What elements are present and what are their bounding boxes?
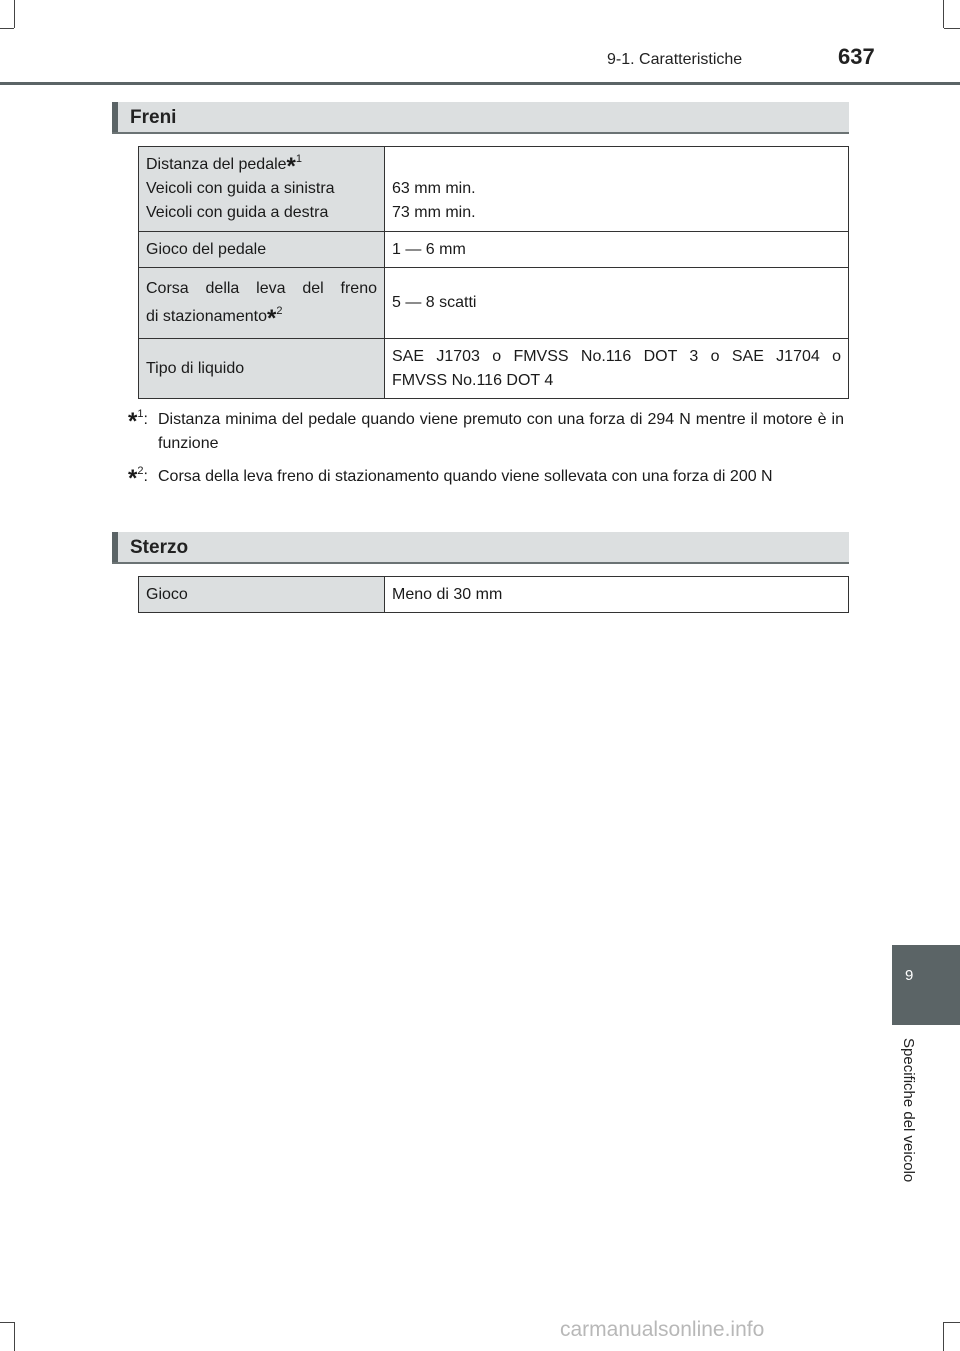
- crop-mark: [14, 0, 15, 28]
- section-heading-sterzo: [112, 532, 849, 564]
- table-row: [139, 577, 849, 613]
- spec-label-cell: Gioco del pedale: [139, 232, 385, 268]
- spec-value-line: FMVSS No.116 DOT 4: [392, 371, 554, 389]
- section-title: Sterzo: [130, 537, 189, 558]
- brakes-spec-table: [138, 146, 849, 399]
- footnote-ref: 2: [276, 305, 283, 317]
- crop-mark: [944, 1322, 960, 1323]
- spec-label-cell: Tipo di liquido: [139, 339, 385, 399]
- spec-value-line: 73 mm min.: [392, 203, 476, 221]
- running-header-section: 9-1. Caratteristiche: [607, 51, 743, 68]
- table-row: [139, 268, 849, 339]
- watermark-text: carmanualsonline.info: [560, 1318, 765, 1341]
- spec-value-cell: Meno di 30 mm: [385, 577, 849, 613]
- spec-label-line: Distanza del pedale*$^1$: [146, 153, 303, 180]
- section-title: Freni: [130, 107, 177, 128]
- crop-mark: [0, 1322, 14, 1323]
- footnote-text: Distanza minima del pedale quando viene premuto con una forza di 294 N mentre il motore è in funzione: [158, 411, 844, 452]
- spec-value-cell: 1 — 6 mm: [385, 232, 849, 268]
- steering-spec-table: [138, 576, 849, 613]
- spec-label-line: Veicoli con guida a sinistra: [146, 180, 335, 197]
- footnote-star: *: [286, 153, 296, 180]
- spec-label-line: Veicoli con guida a destra: [146, 204, 329, 221]
- footnote-marker: *$^1$:: [128, 408, 148, 435]
- heading-accent-bar: [112, 532, 118, 562]
- spec-label-cell: [139, 147, 385, 232]
- table-row: [139, 339, 849, 399]
- chapter-number: 9: [905, 967, 914, 984]
- footnote-text: Corsa della leva freno di stazionamento quando viene sollevata con una forza di 200 N: [158, 468, 773, 485]
- spec-label-line: di stazionamento*$^2$: [146, 305, 283, 332]
- spec-label-cell: Gioco: [139, 577, 385, 613]
- spec-label-cell: [139, 268, 385, 339]
- chapter-side-label: Specifiche del veicolo: [900, 1038, 917, 1183]
- crop-mark: [944, 28, 960, 29]
- footnote-marker: *$^2$:: [128, 465, 148, 492]
- section-heading-freni: [112, 102, 849, 134]
- spec-label-line: Corsa della leva del freno: [146, 280, 377, 297]
- footnote-ref: 1: [295, 153, 303, 165]
- footnote: [128, 408, 844, 456]
- header-rule: [0, 82, 960, 85]
- crop-mark: [943, 0, 944, 28]
- table-row: [139, 232, 849, 268]
- page-number: 637: [838, 44, 875, 69]
- crop-mark: [0, 28, 14, 29]
- spec-value-cell: [385, 339, 849, 399]
- spec-value-cell: 5 — 8 scatti: [385, 268, 849, 339]
- chapter-tab: [892, 945, 960, 1025]
- footnote: [128, 465, 844, 492]
- spec-value-line: SAE J1703 o FMVSS No.116 DOT 3 o SAE J1704 o: [392, 347, 841, 365]
- crop-mark: [14, 1322, 15, 1351]
- spec-value-cell: [385, 147, 849, 232]
- table-row: [139, 147, 849, 232]
- spec-value-line: 63 mm min.: [392, 179, 476, 197]
- crop-mark: [943, 1322, 944, 1351]
- heading-accent-bar: [112, 102, 118, 132]
- footnote-star: *: [266, 305, 277, 332]
